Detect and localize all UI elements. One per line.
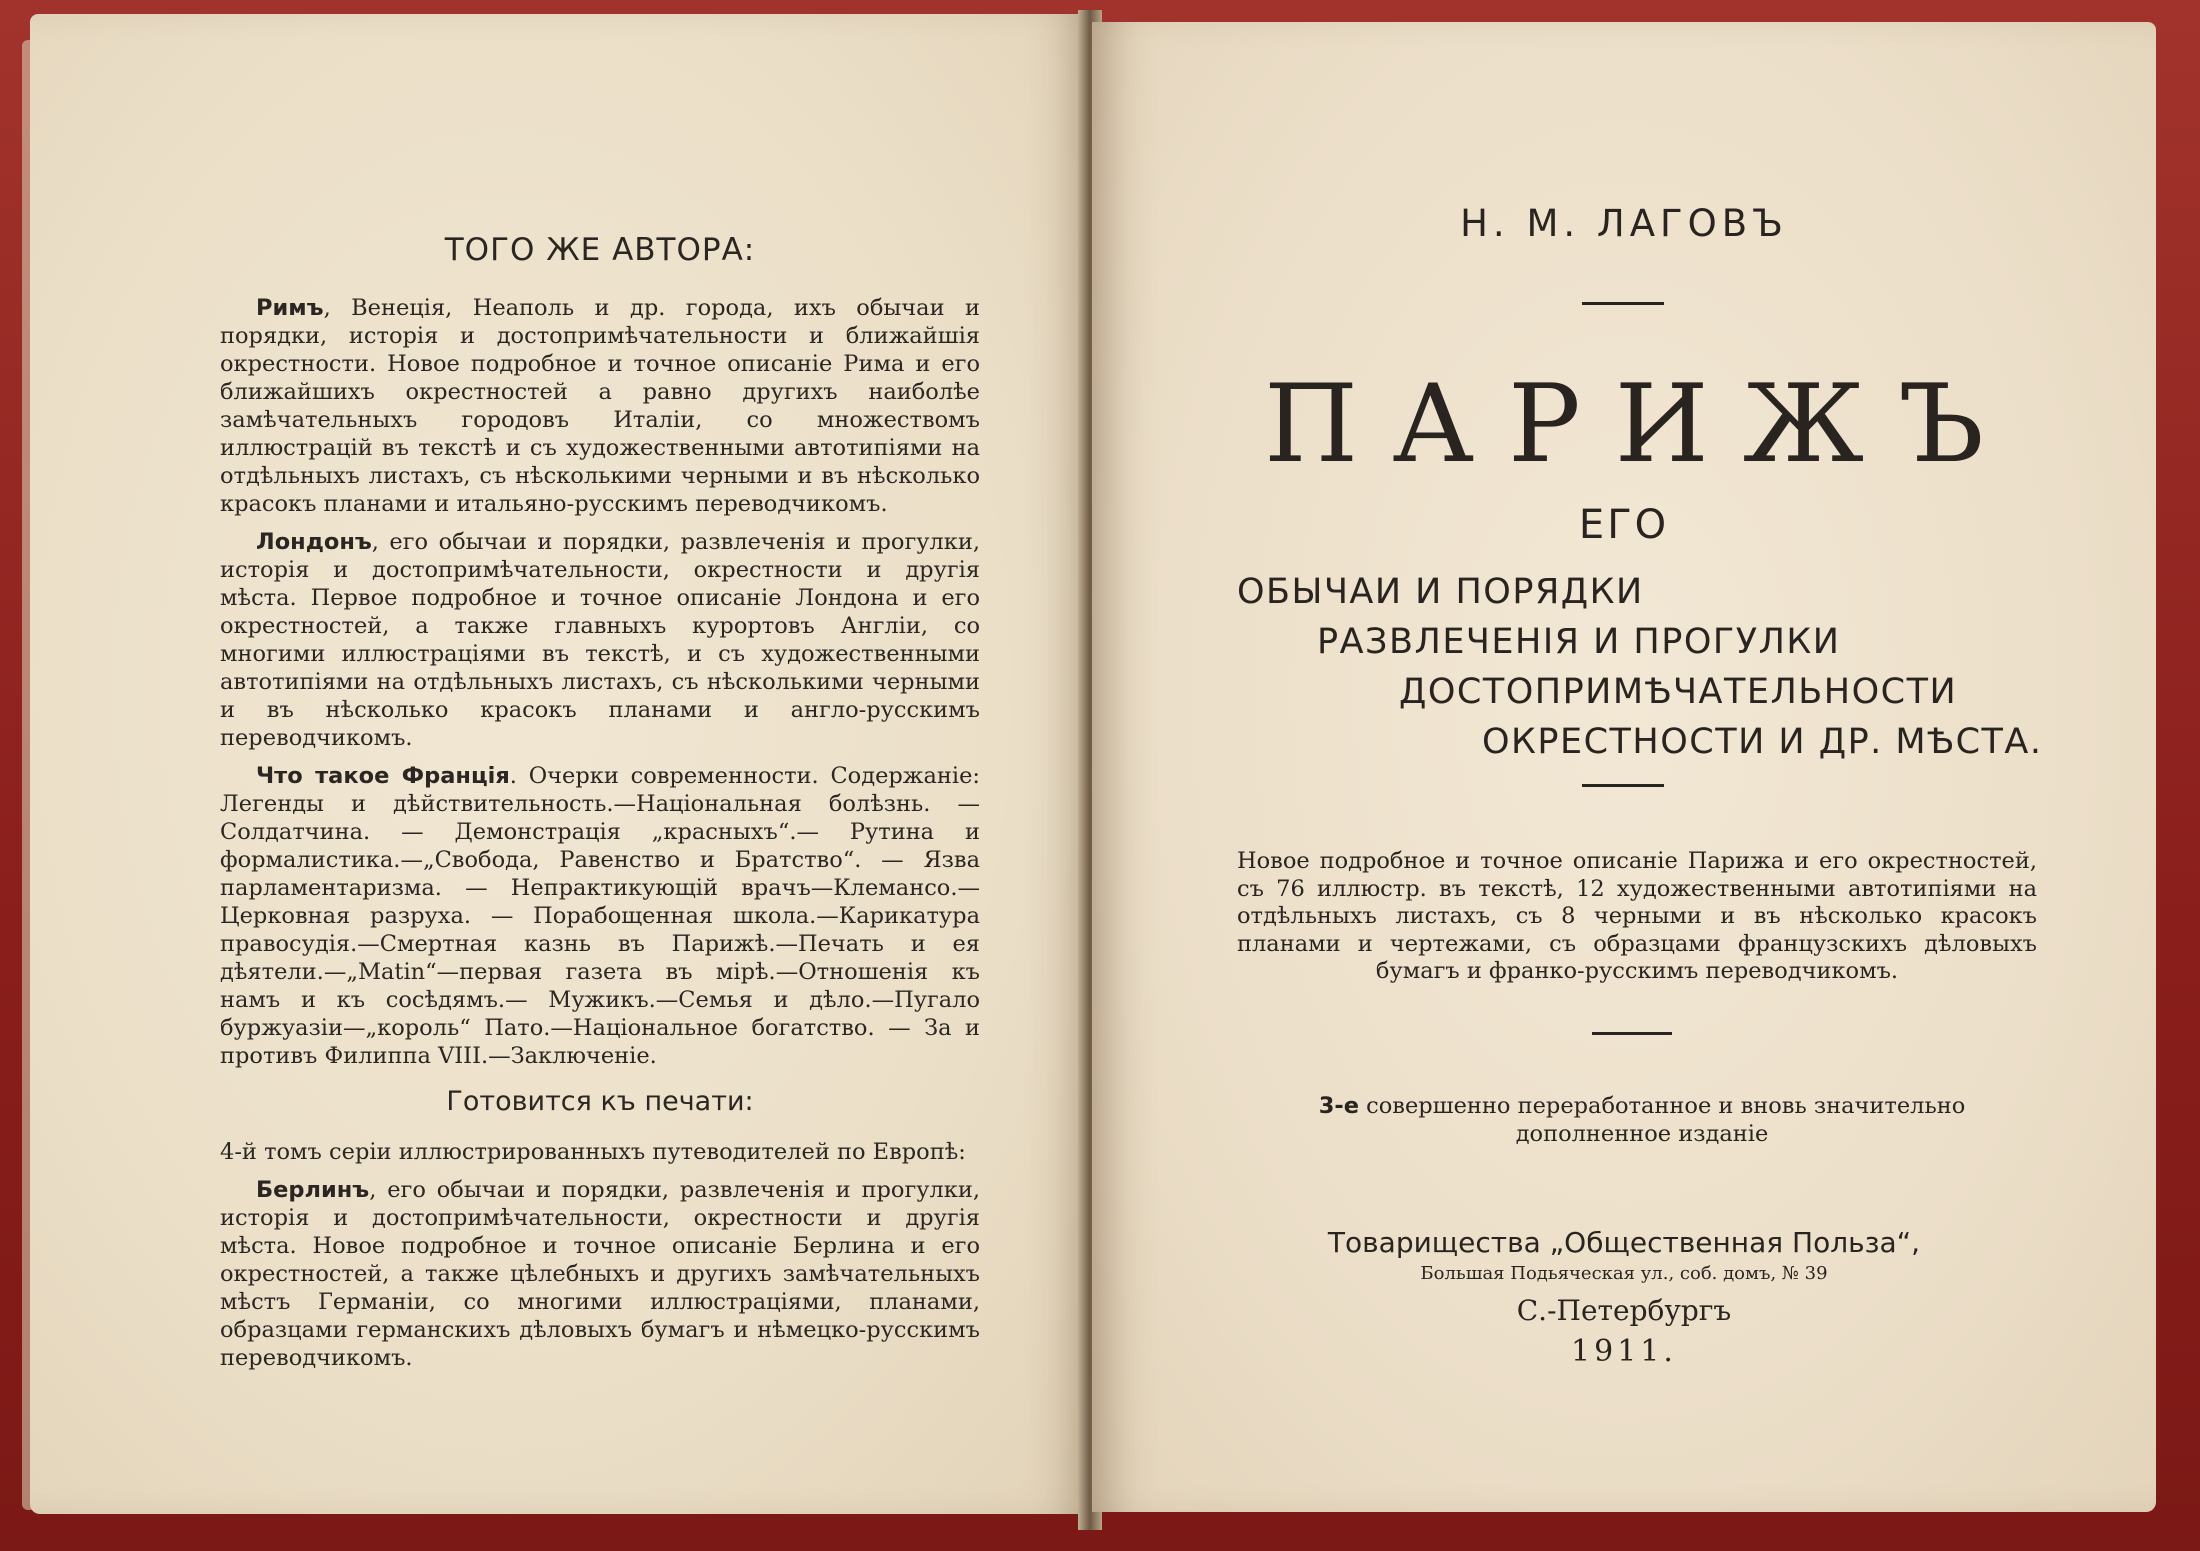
divider-rule-1 (1582, 302, 1664, 305)
rome-entry (220, 294, 980, 518)
divider-rule-2 (1582, 784, 1664, 787)
subtitle-line-1: ОБЫЧАИ И ПОРЯДКИ (1237, 572, 1644, 612)
publisher-address: Большая Подьяческая ул., соб. домъ, № 39 (1420, 1263, 1828, 1284)
france-text: . Очерки современности. Содержаніе: Легенды и дѣйствительность.—Національная болѣзнь. — Солдатчина. — Демонстрація „красныхъ“.— Рутина и формалистика.—„Свобода, Равенство и Братство“. — Язва парламентаризма. — Непрактикующій врачъ—Клемансо.—Церковная разруха. — Порабощенная школа.—Карикатура правосудія.—Смертная казнь въ Парижѣ.—Печать и ея дѣятели.—„Matin“—первая газета въ мірѣ.—Отношенія къ намъ и къ сосѣдямъ.— Мужикъ.—Семья и дѣло.—Пугало буржуазіи—„король“ Пато.—Національное богатство. — За и противъ Филиппа VIII.—Заключеніе. (220, 763, 980, 1069)
forthcoming-heading: Готовится къ печати: (446, 1086, 754, 1117)
author-name: Н. М. ЛАГОВЪ (1460, 202, 1788, 245)
left-page-text (220, 232, 980, 1382)
subtitle-line-3: ДОСТОПРИМѢЧАТЕЛЬНОСТИ (1399, 672, 1958, 712)
london-text: , его обычаи и порядки, развлеченія и прогулки, исторія и достопримѣчательности, окрестности и другія мѣста. Первое подробное и точное описаніе Лондона и его окрестностей, а также главныхъ курортовъ Англіи, со многими иллюстраціями въ текстѣ, и съ художественными автотипіями на отдѣльныхъ листахъ, съ нѣсколькими черными и въ нѣсколько красокъ планами и англо-русскимъ переводчикомъ. (220, 529, 980, 751)
france-entry (220, 762, 980, 1070)
subtitle-line-4: ОКРЕСТНОСТИ И ДР. МѢСТА. (1482, 722, 2043, 762)
london-title: Лондонъ (256, 529, 372, 555)
publication-city: С.-Петербургъ (1516, 1294, 1732, 1327)
forthcoming-intro: 4-й томъ серіи иллюстрированныхъ путеводителей по Европѣ: (220, 1139, 966, 1165)
divider-rule-3 (1592, 1032, 1672, 1035)
edition-number: 3-е (1318, 1093, 1359, 1119)
rome-text: , Венеція, Неаполь и др. города, ихъ обычаи и порядки, исторія и достопримѣчательности и ближайшія окрестности. Новое подробное и точное описаніе Рима и его ближайшихъ окрестностей а равно другихъ наиболѣе замѣчательныхъ городовъ Италіи, со множествомъ иллюстрацій въ текстѣ и съ художественными автотипіями на отдѣльныхъ листахъ, съ нѣсколькими черными и въ нѣсколько красокъ планами и итальяно-русскимъ переводчикомъ. (220, 295, 980, 517)
title-ego: ЕГО (1578, 502, 1670, 548)
title-page-content (1092, 22, 2156, 1512)
berlin-text: , его обычаи и порядки, развлеченія и прогулки, исторія и достопримѣчательности, окрестности и другія мѣста. Новое подробное и точное описаніе Берлина и его окрестностей, а также цѣлебныхъ и другихъ замѣчательныхъ мѣстъ Германіи, со многими иллюстраціями, планами, образцами германскихъ дѣловыхъ бумагъ и нѣмецко-русскимъ переводчикомъ. (220, 1177, 980, 1371)
london-entry (220, 528, 980, 752)
berlin-entry (220, 1176, 980, 1372)
publisher-name: Товарищества „Общественная Польза“, (1327, 1226, 1921, 1259)
same-author-heading: ТОГО ЖЕ АВТОРА: (444, 232, 756, 268)
book-description: Новое подробное и точное описаніе Парижа и его окрестностей, съ 76 иллюстр. въ текстѣ, 12 художественными автотипіями на отдѣльныхъ листахъ, съ 8 черными и въ нѣсколько красокъ планами и чертежами, съ образцами французскихъ дѣловыхъ бумагъ и франко-русскимъ переводчикомъ. (1237, 848, 2037, 984)
edition-text: совершенно переработанное и вновь значительно дополненное изданіе (1359, 1093, 1966, 1147)
france-title: Что такое Франція (256, 763, 510, 789)
book-title: ПАРИЖЪ (1264, 362, 2018, 487)
title-page (1092, 22, 2156, 1512)
subtitle-line-2: РАЗВЛЕЧЕНІЯ И ПРОГУЛКИ (1317, 622, 1841, 662)
publication-year: 1911. (1571, 1334, 1677, 1369)
edition-note (1242, 1092, 2042, 1148)
berlin-title: Берлинъ (256, 1177, 370, 1203)
rome-title: Римъ (256, 295, 324, 321)
left-page (30, 14, 1090, 1514)
